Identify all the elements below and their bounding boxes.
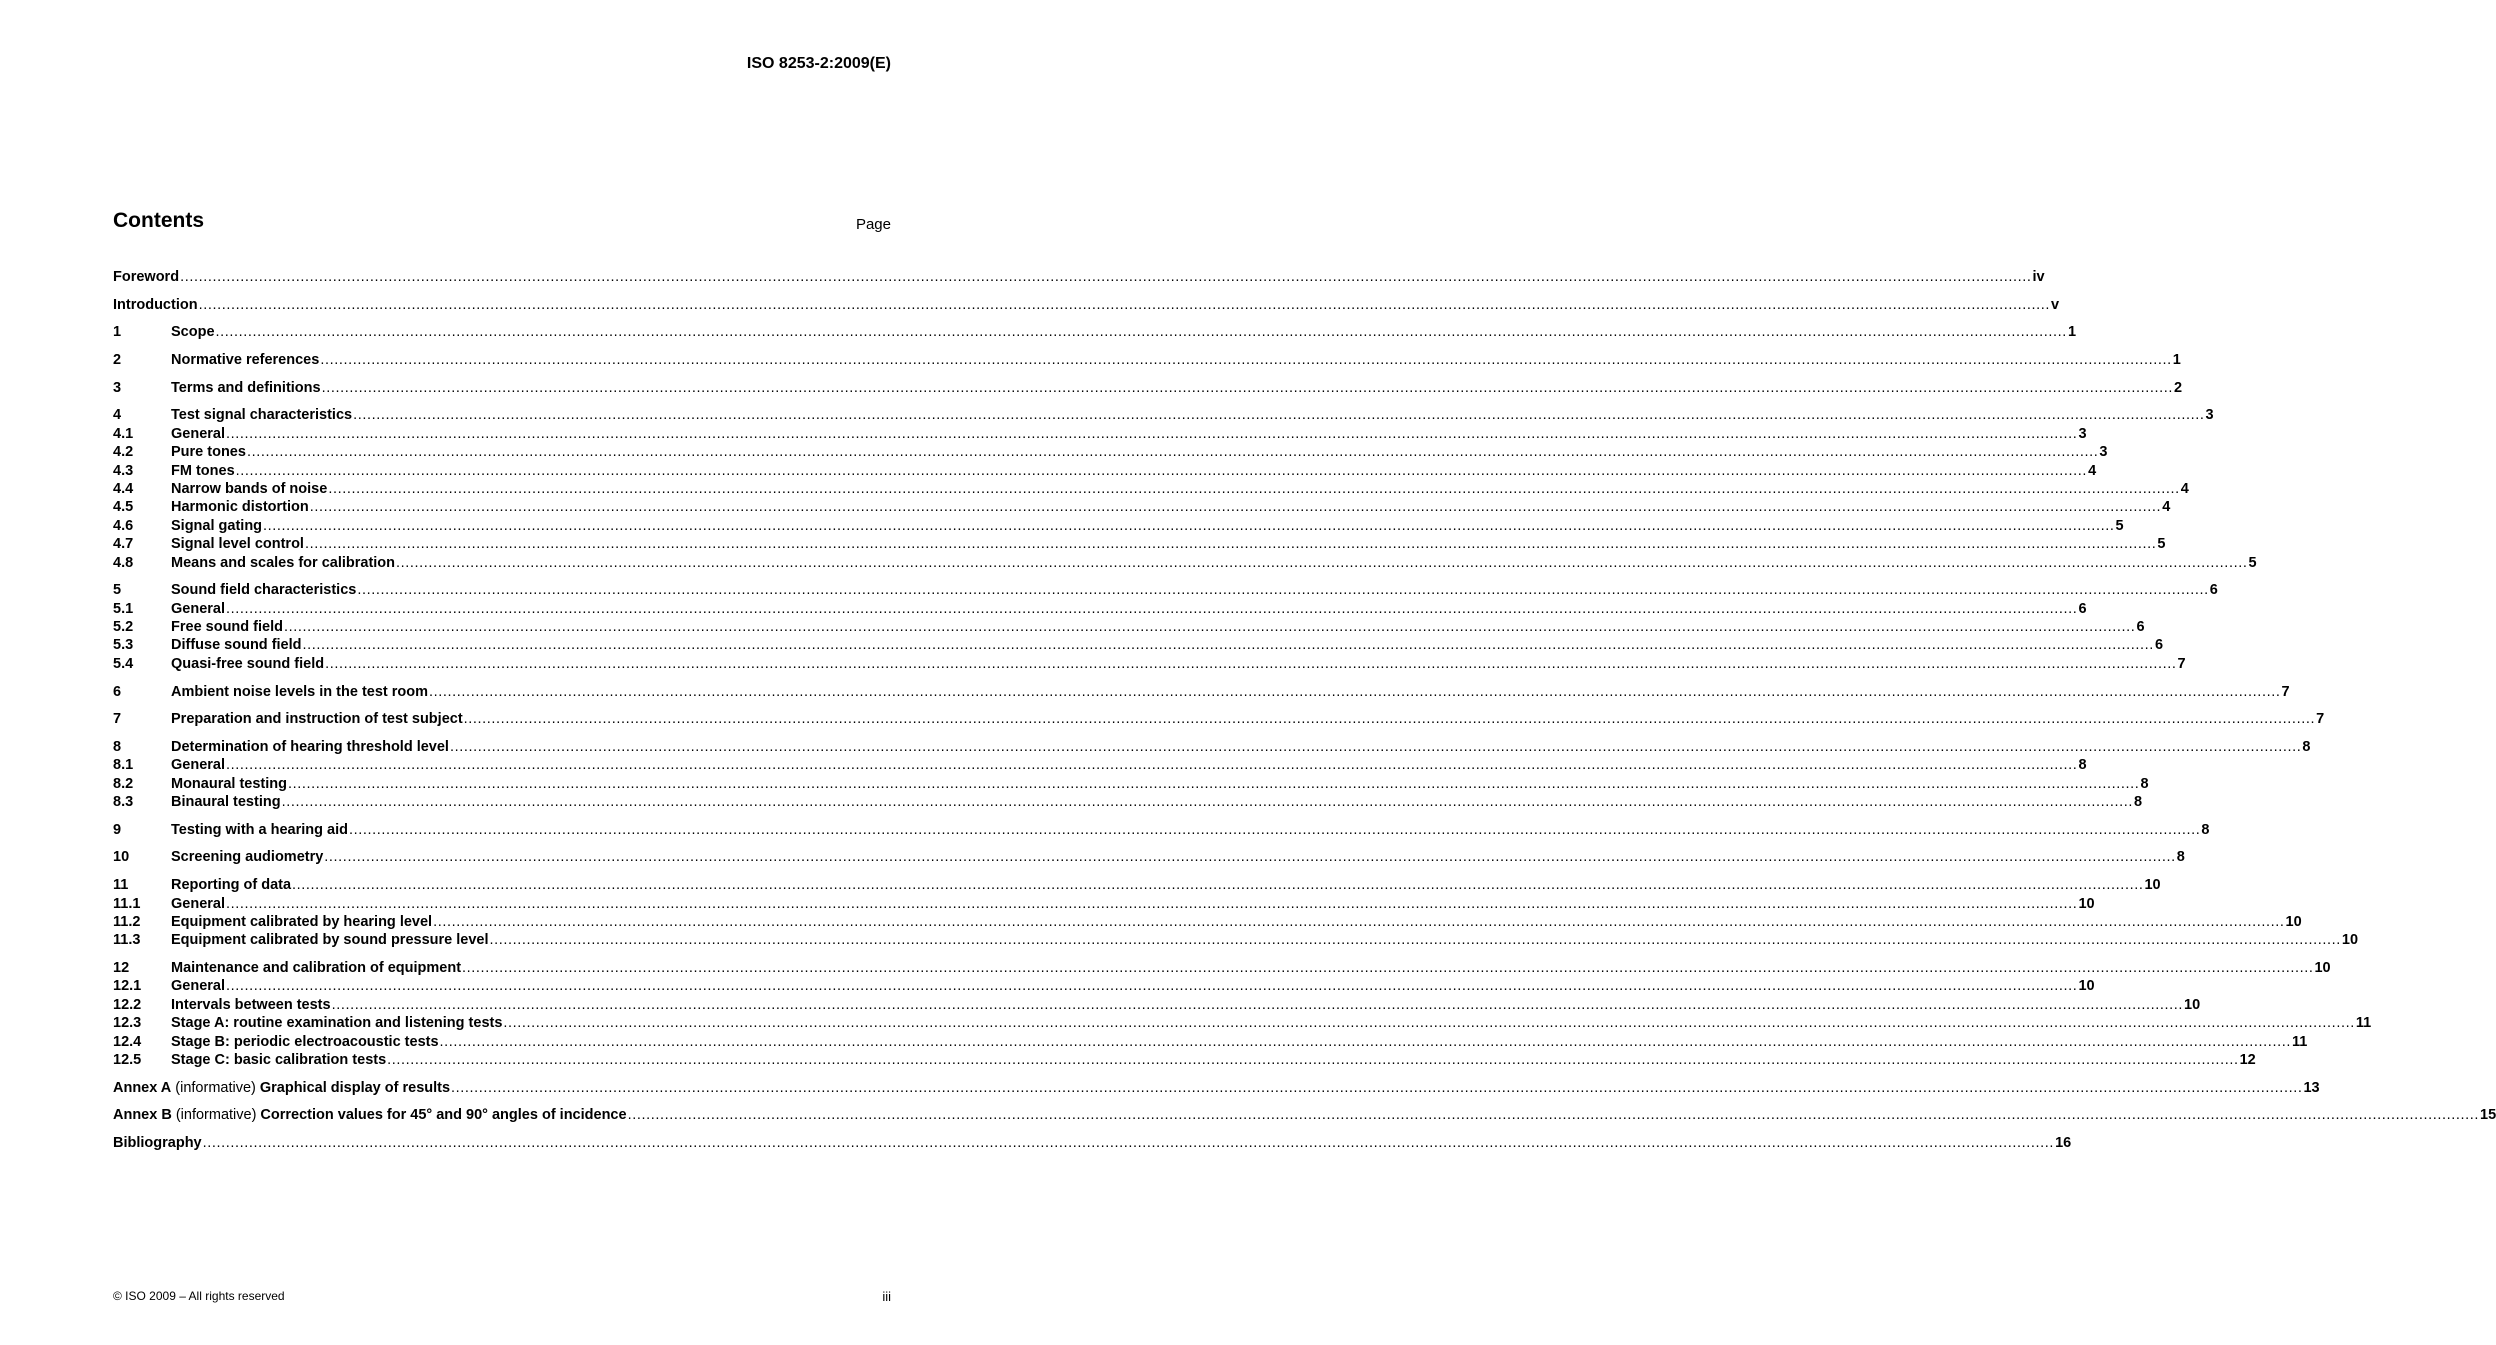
toc-entry[interactable] <box>113 618 2145 636</box>
toc-entry[interactable] <box>113 443 2108 461</box>
toc-entry-title: Testing with a hearing aid <box>171 821 348 838</box>
toc-entry[interactable] <box>113 876 2161 894</box>
toc-entry-number: 3 <box>113 379 122 396</box>
toc-entry-page: 1 <box>2067 324 2077 341</box>
toc-entry-page: 11 <box>2291 1033 2308 1050</box>
toc-entry-title: Sound field characteristics <box>171 582 357 599</box>
toc-entry-title: General <box>171 757 225 774</box>
toc-entry-page: 10 <box>2341 932 2359 949</box>
toc-entry[interactable] <box>113 895 2095 913</box>
toc-entry-title: Binaural testing <box>171 794 281 811</box>
toc-group <box>113 323 2077 341</box>
toc-entry-title: Ambient noise levels in the test room <box>171 683 429 700</box>
toc-entry-title: Graphical display of results <box>259 1079 451 1096</box>
toc-entry[interactable] <box>113 296 2060 314</box>
toc-entry-number: 5.3 <box>113 637 134 654</box>
toc-entry-title: Stage A: routine examination and listening tests <box>171 1015 503 1032</box>
toc-entry-number: 5.4 <box>113 655 134 672</box>
toc-entry-number: 8 <box>113 738 122 755</box>
page-number: iii <box>882 1289 891 1304</box>
toc-entry[interactable] <box>113 756 2087 774</box>
toc-entry-title: Stage C: basic calibration tests <box>171 1051 387 1068</box>
toc-dot-leader: ................................................................................................................................................................................................................................................................................................................................................................................................................ <box>226 978 2078 995</box>
toc-entry[interactable] <box>113 775 2149 793</box>
toc-entry-page: 16 <box>2055 1134 2072 1151</box>
toc-entry-title: Harmonic distortion <box>171 499 309 516</box>
toc-dot-leader: ................................................................................................................................................................................................................................................................................................................................................................................................................ <box>503 1015 2355 1032</box>
toc-annex-type: (informative) <box>175 1107 257 1124</box>
toc-entry-title: Equipment calibrated by hearing level <box>171 913 433 930</box>
toc-entry-page: 10 <box>2078 895 2095 912</box>
toc-dot-leader: ................................................................................................................................................................................................................................................................................................................................................................................................................ <box>324 849 2176 866</box>
toc-group <box>113 268 2045 286</box>
toc-dot-leader: ................................................................................................................................................................................................................................................................................................................................................................................................................ <box>180 269 2032 285</box>
toc-annex-label: Annex A <box>113 1079 172 1096</box>
toc-annex-type: (informative) <box>175 1079 256 1096</box>
toc-dot-leader: ................................................................................................................................................................................................................................................................................................................................................................................................................ <box>263 517 2115 534</box>
toc-dot-leader: ................................................................................................................................................................................................................................................................................................................................................................................................................ <box>462 959 2314 976</box>
toc-entry[interactable] <box>113 655 2186 673</box>
toc-entry[interactable] <box>113 1014 2372 1032</box>
toc-entry-page: 7 <box>2281 683 2290 700</box>
toc-entry-number: 12.4 <box>113 1033 142 1050</box>
toc-entry-number: 4.3 <box>113 462 134 479</box>
toc-dot-leader: ................................................................................................................................................................................................................................................................................................................................................................................................................ <box>328 481 2180 497</box>
toc-dot-leader: ................................................................................................................................................................................................................................................................................................................................................................................................................ <box>284 619 2136 636</box>
toc-entry[interactable] <box>113 480 2189 498</box>
toc-entry-page: 4 <box>2180 481 2189 497</box>
toc-entry[interactable] <box>113 1106 2496 1124</box>
toc-entry-title: Terms and definitions <box>171 379 321 396</box>
toc-entry-title: General <box>171 425 225 442</box>
toc-dot-leader: ................................................................................................................................................................................................................................................................................................................................................................................................................ <box>449 738 2302 755</box>
toc-entry-number: 4.7 <box>113 536 134 553</box>
toc-entry-page: 4 <box>2088 462 2097 479</box>
toc-entry-number: 4.2 <box>113 444 134 461</box>
toc-entry-page: 13 <box>2303 1079 2320 1096</box>
toc-dot-leader: ................................................................................................................................................................................................................................................................................................................................................................................................................ <box>627 1107 2479 1124</box>
toc-entry-page: 4 <box>2162 499 2171 516</box>
toc-entry[interactable] <box>113 738 2311 756</box>
toc-dot-leader: ................................................................................................................................................................................................................................................................................................................................................................................................................ <box>226 600 2078 617</box>
toc-group <box>113 710 2325 728</box>
toc-entry-title: Signal gating <box>171 517 263 534</box>
toc-dot-leader: ................................................................................................................................................................................................................................................................................................................................................................................................................ <box>348 821 2201 838</box>
toc-group <box>113 876 2359 950</box>
toc-entry-number: 12.3 <box>113 1015 142 1032</box>
toc-entry-page: 7 <box>2316 711 2325 728</box>
toc-entry-number: 12 <box>113 959 130 976</box>
toc-entry-page: 6 <box>2209 582 2218 599</box>
toc-entry-title: Normative references <box>171 352 320 369</box>
toc-entry-title: Screening audiometry <box>171 849 324 866</box>
toc-entry-page: 8 <box>2176 849 2185 866</box>
toc-dot-leader: ................................................................................................................................................................................................................................................................................................................................................................................................................ <box>226 757 2078 774</box>
toc-dot-leader: ................................................................................................................................................................................................................................................................................................................................................................................................................ <box>439 1033 2291 1050</box>
toc-group <box>113 379 2183 397</box>
toc-entry-title: Pure tones <box>171 444 246 461</box>
toc-entry[interactable] <box>113 554 2257 572</box>
toc-entry-page: 5 <box>2157 536 2166 553</box>
toc-entry-title: Means and scales for calibration <box>171 554 396 571</box>
toc-dot-leader: ................................................................................................................................................................................................................................................................................................................................................................................................................ <box>226 895 2078 912</box>
contents-heading: Contents <box>113 209 204 232</box>
toc-entry[interactable] <box>113 848 2185 866</box>
toc-entry-number: 7 <box>113 711 122 728</box>
toc-group <box>113 683 2290 701</box>
toc-entry-title: Narrow bands of noise <box>171 481 328 497</box>
toc-entry-page: 2 <box>2174 379 2183 396</box>
toc-entry[interactable] <box>113 581 2218 599</box>
toc-entry-number: 4 <box>113 407 122 424</box>
toc-entry-number: 12.1 <box>113 978 142 995</box>
toc-entry-page: 12 <box>2239 1051 2256 1068</box>
toc-entry-page: 6 <box>2154 637 2164 654</box>
toc-dot-leader: ................................................................................................................................................................................................................................................................................................................................................................................................................ <box>353 407 2205 424</box>
toc-entry[interactable] <box>113 425 2087 443</box>
toc-entry-number: 12.2 <box>113 996 142 1013</box>
toc-dot-leader: ................................................................................................................................................................................................................................................................................................................................................................................................................ <box>321 379 2174 396</box>
toc-entry-number: 4.5 <box>113 499 134 516</box>
toc-entry[interactable] <box>113 793 2143 811</box>
toc-entry-page: 7 <box>2177 655 2186 672</box>
toc-entry[interactable] <box>113 683 2290 701</box>
toc-entry[interactable] <box>113 977 2095 995</box>
toc-entry-number: 11 <box>113 877 129 894</box>
toc-entry[interactable] <box>113 1079 2320 1097</box>
toc-dot-leader: ................................................................................................................................................................................................................................................................................................................................................................................................................ <box>292 877 2144 894</box>
toc-entry-page: 10 <box>2314 959 2331 976</box>
toc-dot-leader: ................................................................................................................................................................................................................................................................................................................................................................................................................ <box>489 932 2341 949</box>
toc-group <box>113 406 2257 572</box>
toc-group <box>113 738 2311 812</box>
toc-group <box>113 821 2210 839</box>
toc-entry[interactable] <box>113 351 2181 369</box>
toc-entry-title: Diffuse sound field <box>171 637 302 654</box>
toc-entry-number: 8.2 <box>113 775 134 792</box>
toc-dot-leader: ................................................................................................................................................................................................................................................................................................................................................................................................................ <box>396 554 2248 571</box>
toc-entry-title: Scope <box>171 324 215 341</box>
toc-dot-leader: ................................................................................................................................................................................................................................................................................................................................................................................................................ <box>463 711 2316 728</box>
toc-entry-title: Preparation and instruction of test subject <box>171 711 463 728</box>
toc-entry[interactable] <box>113 600 2087 618</box>
toc-entry-page: 3 <box>2078 425 2087 442</box>
standard-identifier: ISO 8253-2:2009(E) <box>746 55 891 72</box>
toc-entry-title: Reporting of data <box>171 877 292 894</box>
toc-group <box>113 296 2060 314</box>
toc-dot-leader: ................................................................................................................................................................................................................................................................................................................................................................................................................ <box>246 444 2099 461</box>
toc-dot-leader: ................................................................................................................................................................................................................................................................................................................................................................................................................ <box>226 425 2078 442</box>
toc-entry-title: Maintenance and calibration of equipment <box>171 959 462 976</box>
toc-entry-title: FM tones <box>171 462 235 479</box>
toc-group <box>113 1134 2072 1152</box>
toc-entry[interactable] <box>113 913 2302 931</box>
toc-entry-number: 5.2 <box>113 619 134 636</box>
toc-dot-leader: ................................................................................................................................................................................................................................................................................................................................................................................................................ <box>309 499 2162 516</box>
toc-entry-page: 1 <box>2172 352 2181 369</box>
toc-dot-leader: ................................................................................................................................................................................................................................................................................................................................................................................................................ <box>202 1134 2055 1151</box>
toc-entry[interactable] <box>113 996 2201 1014</box>
toc-dot-leader: ................................................................................................................................................................................................................................................................................................................................................................................................................ <box>387 1051 2239 1068</box>
toc-entry-page: 6 <box>2136 619 2145 636</box>
toc-entry-title: Stage B: periodic electroacoustic tests <box>171 1033 439 1050</box>
toc-entry-title: Monaural testing <box>171 775 288 792</box>
toc-entry[interactable] <box>113 323 2077 341</box>
toc-entry[interactable] <box>113 931 2359 949</box>
table-of-contents <box>113 268 2496 1162</box>
toc-entry-title: Determination of hearing threshold level <box>171 738 449 755</box>
toc-entry-title: Free sound field <box>171 619 283 636</box>
toc-dot-leader: ................................................................................................................................................................................................................................................................................................................................................................................................................ <box>288 775 2140 792</box>
toc-entry[interactable] <box>113 1134 2072 1152</box>
toc-group <box>113 959 2372 1069</box>
toc-entry-title: Bibliography <box>113 1134 202 1151</box>
toc-entry-page: 10 <box>2078 978 2095 995</box>
toc-entry-number: 4.6 <box>113 517 134 534</box>
toc-entry-page: 10 <box>2285 913 2302 930</box>
toc-entry-page: 10 <box>2184 996 2201 1013</box>
toc-entry[interactable] <box>113 498 2171 516</box>
toc-entry-title: Quasi-free sound field <box>171 655 325 672</box>
toc-entry-number: 11.3 <box>113 932 141 949</box>
toc-entry-page: 8 <box>2078 757 2087 774</box>
toc-dot-leader: ................................................................................................................................................................................................................................................................................................................................................................................................................ <box>302 637 2154 654</box>
toc-entry-number: 5.1 <box>113 600 134 617</box>
toc-entry-number: 2 <box>113 352 122 369</box>
toc-entry-title: Introduction <box>113 296 198 313</box>
toc-entry[interactable] <box>113 517 2124 535</box>
toc-dot-leader: ................................................................................................................................................................................................................................................................................................................................................................................................................ <box>304 536 2157 553</box>
toc-entry[interactable] <box>113 406 2214 424</box>
toc-dot-leader: ................................................................................................................................................................................................................................................................................................................................................................................................................ <box>198 296 2051 313</box>
toc-entry-page: 5 <box>2115 517 2124 534</box>
toc-entry-page: 3 <box>2099 444 2108 461</box>
toc-dot-leader: ................................................................................................................................................................................................................................................................................................................................................................................................................ <box>331 996 2184 1013</box>
toc-dot-leader: ................................................................................................................................................................................................................................................................................................................................................................................................................ <box>281 794 2134 811</box>
toc-dot-leader: ................................................................................................................................................................................................................................................................................................................................................................................................................ <box>325 655 2177 672</box>
toc-entry-page: 8 <box>2140 775 2149 792</box>
toc-entry-number: 4.1 <box>113 425 134 442</box>
toc-entry-page: 15 <box>2480 1107 2496 1124</box>
toc-entry[interactable] <box>113 1033 2308 1051</box>
copyright-notice: © ISO 2009 – All rights reserved <box>113 1289 285 1303</box>
toc-dot-leader: ................................................................................................................................................................................................................................................................................................................................................................................................................ <box>429 683 2281 700</box>
toc-entry-number: 12.5 <box>113 1051 142 1068</box>
toc-dot-leader: ................................................................................................................................................................................................................................................................................................................................................................................................................ <box>215 324 2067 341</box>
toc-entry-page: 3 <box>2205 407 2214 424</box>
toc-entry-number: 4.8 <box>113 554 134 571</box>
toc-entry-page: 8 <box>2201 821 2210 838</box>
toc-entry-title: Test signal characteristics <box>171 407 353 424</box>
toc-entry-number: 9 <box>113 821 122 838</box>
toc-entry-page: 10 <box>2144 877 2161 894</box>
toc-entry[interactable] <box>113 636 2164 654</box>
toc-entry-number: 1 <box>113 324 122 341</box>
toc-entry-page: v <box>2051 296 2060 313</box>
toc-entry-page: 5 <box>2248 554 2257 571</box>
page-column-label: Page <box>855 216 891 233</box>
toc-entry-number: 10 <box>113 849 130 866</box>
toc-entry[interactable] <box>113 710 2325 728</box>
toc-entry-number: 8.3 <box>113 794 134 811</box>
toc-entry-title: Equipment calibrated by sound pressure level <box>171 932 489 949</box>
toc-entry-number: 8.1 <box>113 757 134 774</box>
toc-entry-number: 11.1 <box>113 895 141 912</box>
toc-group <box>113 351 2181 369</box>
toc-entry-number: 5 <box>113 582 122 599</box>
toc-dot-leader: ................................................................................................................................................................................................................................................................................................................................................................................................................ <box>451 1079 2303 1096</box>
toc-dot-leader: ................................................................................................................................................................................................................................................................................................................................................................................................................ <box>433 913 2285 930</box>
toc-entry-page: iv <box>2032 269 2045 285</box>
toc-entry-title: General <box>171 600 225 617</box>
toc-entry-title: Intervals between tests <box>171 996 331 1013</box>
toc-entry-title: General <box>171 978 225 995</box>
toc-entry-title: General <box>171 895 225 912</box>
toc-annex-label: Annex B <box>113 1107 172 1124</box>
toc-group <box>113 1079 2320 1097</box>
toc-entry-title: Foreword <box>113 269 180 285</box>
toc-entry-number: 4.4 <box>113 481 134 497</box>
toc-entry-page: 8 <box>2302 738 2311 755</box>
toc-entry[interactable] <box>113 821 2210 839</box>
toc-entry[interactable] <box>113 1051 2256 1069</box>
toc-entry-title: Signal level control <box>171 536 304 553</box>
toc-dot-leader: ................................................................................................................................................................................................................................................................................................................................................................................................................ <box>357 582 2209 599</box>
toc-entry[interactable] <box>113 268 2045 286</box>
toc-entry[interactable] <box>113 379 2183 397</box>
toc-dot-leader: ................................................................................................................................................................................................................................................................................................................................................................................................................ <box>320 352 2172 369</box>
toc-group <box>113 848 2185 866</box>
toc-dot-leader: ................................................................................................................................................................................................................................................................................................................................................................................................................ <box>235 462 2088 479</box>
toc-entry[interactable] <box>113 535 2166 553</box>
toc-entry-number: 6 <box>113 683 122 700</box>
toc-group <box>113 1106 2496 1124</box>
toc-entry-title: Correction values for 45° and 90° angles of incidence <box>260 1107 627 1124</box>
toc-entry-page: 11 <box>2355 1015 2372 1032</box>
toc-entry[interactable] <box>113 959 2331 977</box>
toc-entry-page: 8 <box>2134 794 2143 811</box>
toc-entry[interactable] <box>113 462 2097 480</box>
toc-entry-page: 6 <box>2078 600 2087 617</box>
toc-entry-number: 11.2 <box>113 913 141 930</box>
toc-group <box>113 581 2218 673</box>
